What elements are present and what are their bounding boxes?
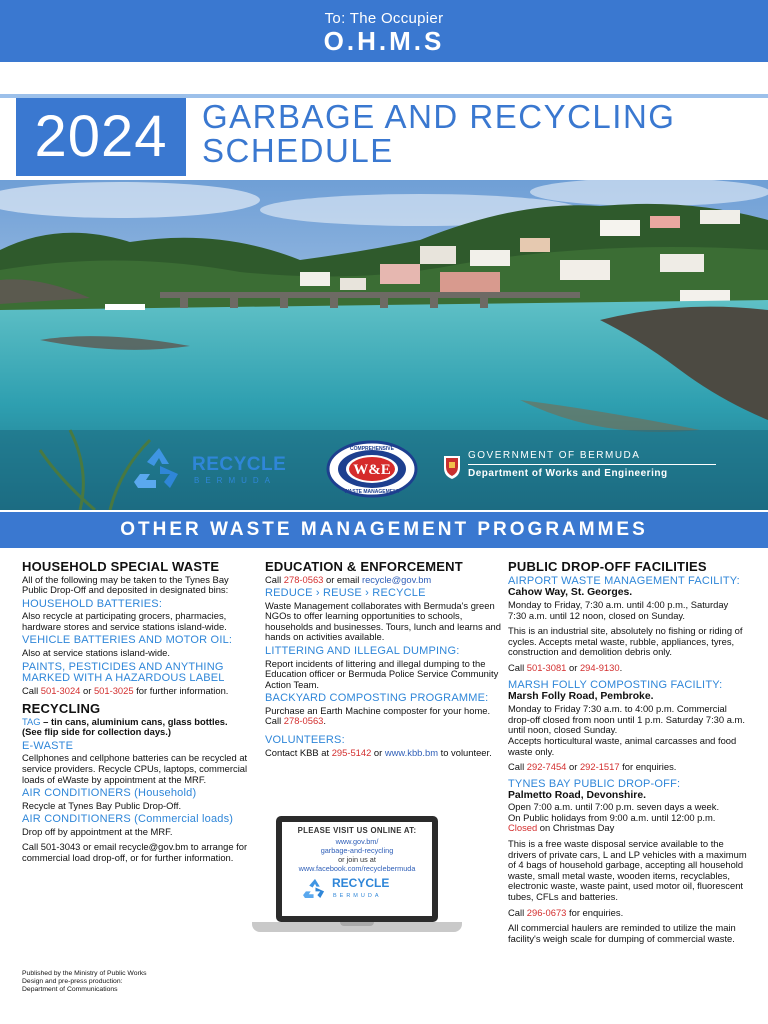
- composting-title: BACKYARD COMPOSTING PROGRAMME:: [265, 692, 489, 705]
- paints-or: or: [80, 684, 94, 696]
- paints-call: [22, 686, 254, 697]
- laptop-graphic: [252, 812, 462, 940]
- visit-online-label: PLEASE VISIT US ONLINE AT:: [297, 826, 417, 835]
- tag-label: TAG: [22, 715, 41, 727]
- recycle-logo-sub: BERMUDA: [194, 476, 277, 485]
- marsh-folly-title: MARSH FOLLY COMPOSTING FACILITY:: [508, 678, 723, 691]
- tynes-bay-hours-2: On Public holidays from 9:00 a.m. until 12:00 p.m.: [508, 811, 716, 823]
- airport-call: [508, 663, 748, 674]
- tynes-closed-rest: on Christmas Day: [537, 822, 615, 834]
- edu-email-link[interactable]: recycle@gov.bm: [361, 573, 432, 585]
- schedule-title-line1: GARBAGE AND RECYCLING: [202, 98, 676, 135]
- vehicle-batteries-title: VEHICLE BATTERIES AND MOTOR OIL:: [22, 634, 233, 647]
- vol-phone[interactable]: 295-5142: [331, 746, 372, 758]
- paints-call-prefix: Call: [22, 684, 41, 696]
- we-seal-mid: W&E: [353, 462, 391, 478]
- edu-or: or email: [323, 573, 362, 585]
- kbb-website-link[interactable]: www.kbb.bm: [384, 746, 439, 758]
- reduce-reuse-recycle-text: Waste Management collaborates with Bermuda's green NGOs to offer learning opportunities to schools, households and businesses. Tours, lunch and learns and hands on activities available.: [265, 599, 501, 643]
- ohms-title: O.H.M.S: [323, 26, 445, 56]
- recycle-arrows-icon: [132, 444, 186, 490]
- vehicle-batteries-text: Also at service stations island-wide.: [22, 646, 170, 658]
- household-special-waste-intro: All of the following may be taken to the Tynes Bay Public Drop-Off and deposited in designated bins:: [22, 573, 229, 596]
- tynes-end: for enquiries.: [566, 906, 624, 918]
- title-area: [0, 62, 768, 180]
- marsh-call-prefix: Call: [508, 761, 527, 773]
- education-contact: [265, 575, 501, 586]
- public-drop-off-title: PUBLIC DROP-OFF FACILITIES: [508, 559, 707, 574]
- vol-text-body: Contact KBB at: [265, 746, 332, 758]
- compost-text-body: Purchase an Earth Machine composter for your home. Call: [265, 704, 491, 727]
- airport-phone-2[interactable]: 294-9130: [579, 662, 620, 674]
- paints-phone-1[interactable]: 501-3024: [40, 684, 81, 696]
- laptop-recycle-logo: [302, 877, 412, 901]
- publisher-credits: [22, 970, 147, 993]
- edu-call-prefix: Call: [265, 573, 284, 585]
- government-of-bermuda-logo: [442, 450, 722, 490]
- join-us-label: or join us at: [338, 855, 376, 864]
- marsh-folly-call: [508, 762, 748, 773]
- littering-title: LITTERING AND ILLEGAL DUMPING:: [265, 645, 460, 658]
- littering-text: Report incidents of littering and illegal dumping to the Education officer or Bermuda Police Service Community Action Team.: [265, 657, 499, 690]
- schedule-title-line2: SCHEDULE: [202, 132, 394, 169]
- gov-logo-line1: GOVERNMENT OF BERMUDA: [468, 450, 641, 461]
- ac-household-title: AIR CONDITIONERS (Household): [22, 787, 197, 800]
- tynes-bay-hours-1: Open 7:00 a.m. until 7:00 p.m. seven days a week.: [508, 801, 720, 813]
- tynes-phone[interactable]: 296-0673: [526, 906, 567, 918]
- batteries-text: Also recycle at participating grocers, pharmacies, hardware stores and service stations island-wide.: [22, 610, 227, 632]
- compost-end: .: [323, 715, 326, 727]
- airport-or: or: [566, 662, 580, 674]
- recycle-bermuda-logo: [132, 444, 302, 492]
- ac-commercial-text: Drop off by appointment at the MRF.: [22, 825, 173, 837]
- facebook-link[interactable]: www.facebook.com/recyclebermuda: [298, 864, 416, 873]
- airport-end: .: [619, 662, 623, 674]
- education-title: EDUCATION & ENFORCEMENT: [265, 559, 463, 574]
- we-waste-management-logo: [326, 440, 418, 498]
- edu-phone[interactable]: 278-0563: [283, 573, 324, 585]
- laptop-notch: [340, 922, 374, 926]
- marsh-phone-2[interactable]: 292-1517: [579, 761, 620, 773]
- we-seal-top: COMPREHENSIVE: [350, 446, 394, 452]
- household-special-waste-title: HOUSEHOLD SPECIAL WASTE: [22, 559, 220, 574]
- tynes-bay-text: This is a free waste disposal service available to the drivers of private cars, L and LP vehicles with a maximum of 4 bags of household garbage, accepting all household waste, small metal waste, wooden items, recyclables, electronic waste, waste paint, used motor oil, fluorescent tubes, CFLs and batteries.: [508, 838, 747, 902]
- paints-title: PAINTS, PESTICIDES AND ANYTHING MARKED WITH A HAZARDOUS LABEL: [22, 660, 225, 685]
- airport-address: Cahow Way, St. Georges.: [508, 587, 633, 599]
- airport-hours: Monday to Friday, 7:30 a.m. until 4:00 p.m., Saturday 7:30 a.m. until 12 noon, closed on Sunday.: [508, 599, 729, 621]
- airport-facility-title: AIRPORT WASTE MANAGEMENT FACILITY:: [508, 574, 740, 587]
- vol-or: or: [371, 746, 385, 758]
- tynes-bay-call: [508, 908, 748, 919]
- tynes-bay-address: Palmetto Road, Devonshire.: [508, 790, 646, 802]
- laptop-recycle-word: RECYCLE: [332, 876, 390, 890]
- airport-phone-1[interactable]: 501-3081: [526, 662, 567, 674]
- tag-text: – tin cans, aluminium cans, glass bottles.: [40, 715, 228, 727]
- paints-phone-2[interactable]: 501-3025: [93, 684, 134, 696]
- website-link-line1[interactable]: www.gov.bm/: [335, 837, 379, 846]
- marsh-phone-1[interactable]: 292-7454: [526, 761, 567, 773]
- tynes-bay-closed: [508, 823, 748, 834]
- compost-phone[interactable]: 278-0563: [283, 715, 324, 727]
- batteries-title: HOUSEHOLD BATTERIES:: [22, 597, 163, 610]
- marsh-end: for enquiries.: [619, 761, 677, 773]
- airport-text: This is an industrial site, absolutely no fishing or riding of cycles. Accepts metal waste, rubble, appliances, tyres, construction and demolition debris only.: [508, 625, 743, 658]
- we-seal-icon: [326, 440, 418, 498]
- volunteers-text: [265, 748, 501, 759]
- tynes-call-prefix: Call: [508, 906, 527, 918]
- laptop-screen-content: [282, 822, 432, 916]
- tynes-closed-word: Closed: [508, 822, 538, 834]
- addressee-line: To: The Occupier: [324, 10, 444, 27]
- schedule-title: [202, 100, 675, 168]
- marsh-or: or: [566, 761, 580, 773]
- credits-line2: Design and pre-press production:: [22, 977, 123, 985]
- logo-strip: [0, 440, 768, 500]
- tag-note: (See flip side for collection days.): [22, 726, 171, 738]
- ac-commercial-call: Call 501-3043 or email recycle@gov.bm to arrange for commercial load drop-off, or for further information.: [22, 841, 248, 863]
- credits-line1: Published by the Ministry of Public Works: [22, 970, 147, 977]
- ac-commercial-title: AIR CONDITIONERS (Commercial loads): [22, 813, 234, 826]
- credits-line3: Department of Communications: [22, 985, 118, 993]
- marsh-folly-address: Marsh Folly Road, Pembroke.: [508, 691, 654, 703]
- gov-logo-line2: Department of Works and Engineering: [468, 468, 668, 479]
- marsh-folly-hours: Monday to Friday 7:30 a.m. to 4:00 p.m. Commercial drop-off closed from noon until 1 p.m. Saturday 7:30 a.m. until noon, closed Sunday.: [508, 703, 745, 736]
- gov-logo-rule: [468, 464, 716, 465]
- bermuda-crest-icon: [442, 454, 462, 480]
- commercial-haulers-note: All commercial haulers are reminded to utilize the main facility's weigh scale for dumping of commercial waste.: [508, 922, 736, 944]
- airport-call-prefix: Call: [508, 662, 527, 674]
- column-household-waste: [22, 559, 254, 864]
- year-box: 2024: [16, 98, 186, 176]
- composting-text: [265, 706, 501, 727]
- programmes-heading: OTHER WASTE MANAGEMENT PROGRAMMES: [0, 512, 768, 548]
- ewaste-title: E-WASTE: [22, 739, 74, 752]
- laptop-screen: [276, 816, 438, 922]
- marsh-folly-text: Accepts horticultural waste, animal carcasses and food waste only.: [508, 734, 737, 757]
- volunteers-title: VOLUNTEERS:: [265, 734, 345, 747]
- tynes-bay-title: TYNES BAY PUBLIC DROP-OFF:: [508, 777, 681, 790]
- column-drop-off: [508, 559, 748, 944]
- laptop-recycle-sub: BERMUDA: [333, 893, 382, 899]
- recycling-title: RECYCLING: [22, 701, 101, 717]
- ac-household-text: Recycle at Tynes Bay Public Drop-Off.: [22, 799, 182, 811]
- ewaste-text: Cellphones and cellphone batteries can be recycled at service providers. Recycle CPUs, laptops, commercial loads of eWaste by appointment at the MRF.: [22, 752, 248, 785]
- website-link-line2[interactable]: garbage-and-recycling: [320, 846, 394, 855]
- column-education: [265, 559, 501, 758]
- vol-end: to volunteer.: [438, 746, 492, 758]
- recycle-logo-word: RECYCLE: [192, 454, 287, 475]
- reduce-reuse-recycle-title: REDUCE › REUSE › RECYCLE: [265, 587, 426, 600]
- we-seal-bottom: WASTE MANAGEMENT: [344, 489, 400, 495]
- laptop-recycle-arrows-icon: [302, 877, 328, 899]
- header-band: [0, 0, 768, 62]
- paints-call-end: for further information.: [133, 684, 229, 696]
